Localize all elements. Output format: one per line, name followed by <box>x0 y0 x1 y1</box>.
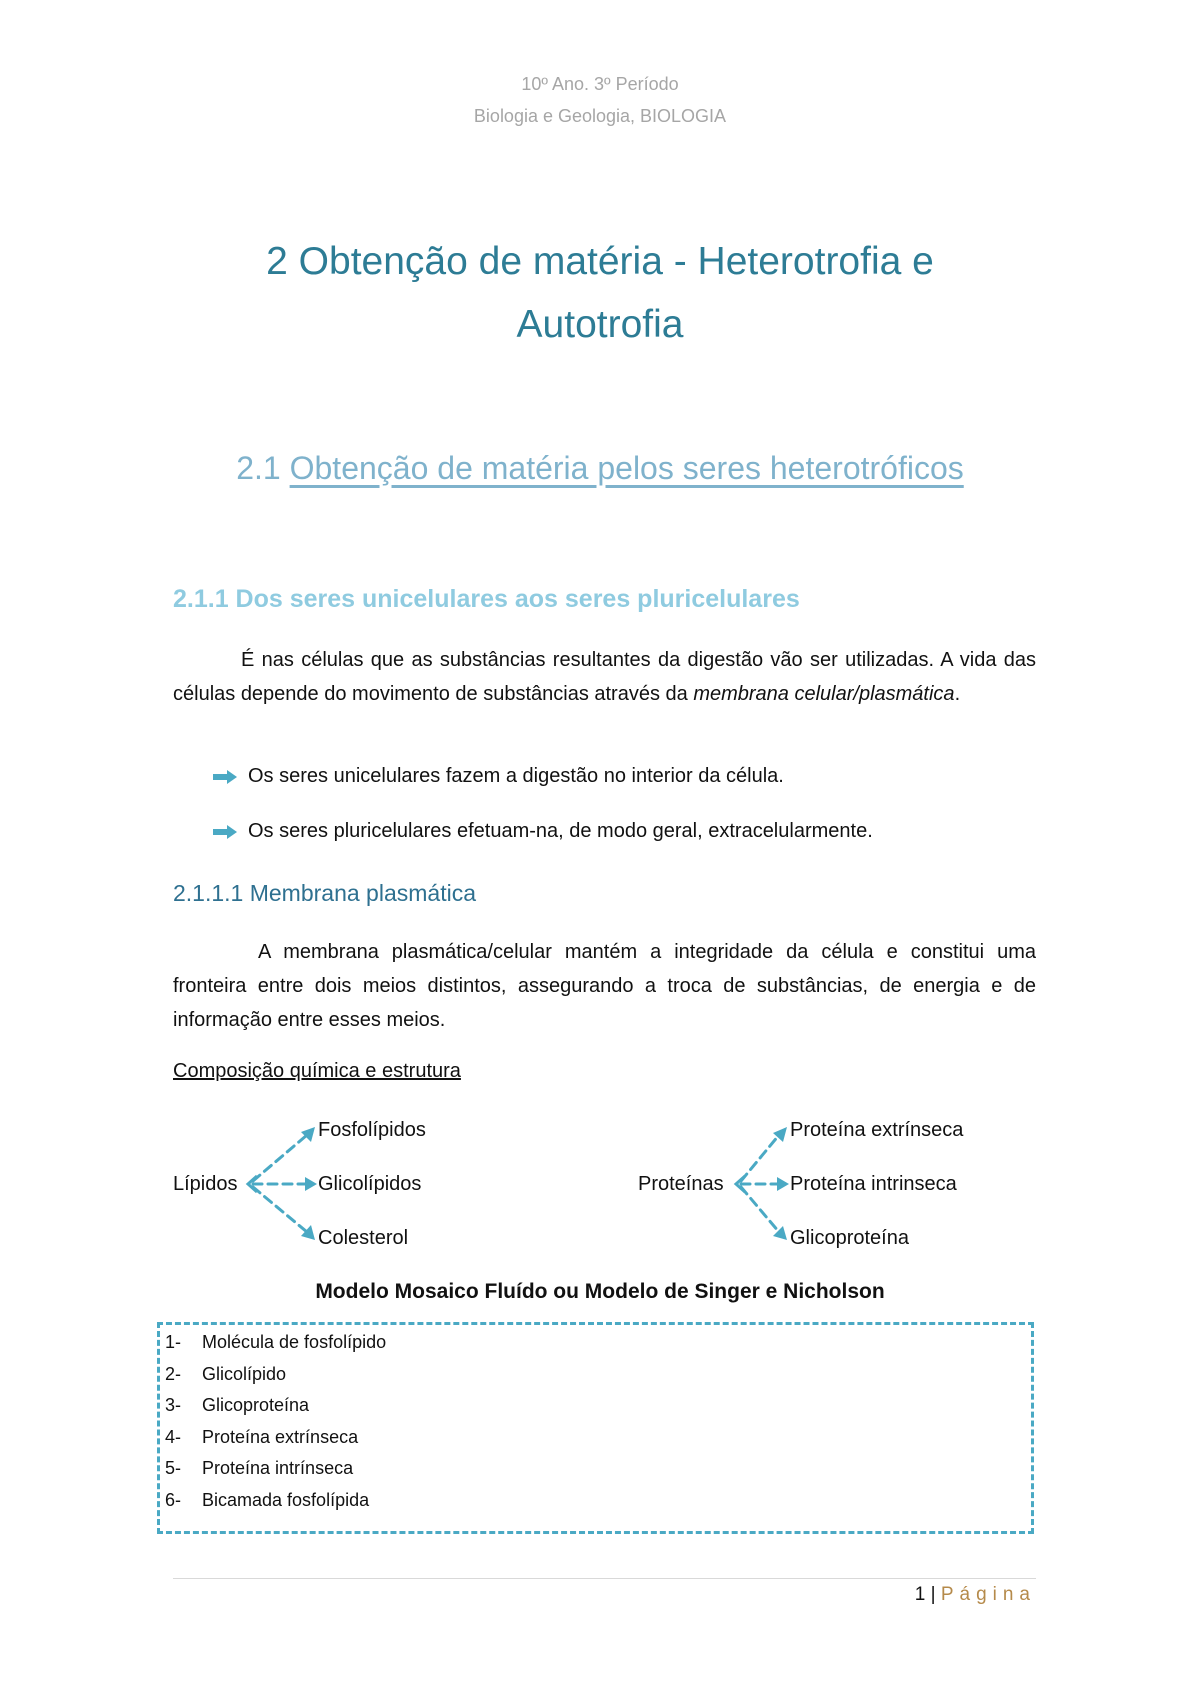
bullet-text: Os seres pluricelulares efetuam-na, de modo geral, extracelularmente. <box>248 820 873 842</box>
header-period: 10º Ano. 3º Período <box>521 74 679 94</box>
lipids-arrows <box>245 1120 320 1240</box>
list-item-number: 3- <box>165 1395 182 1415</box>
intro-emphasis: membrana celular/plasmática <box>693 683 955 705</box>
page-number: 1 <box>914 1584 926 1605</box>
list-item <box>165 1490 386 1522</box>
footer-divider <box>173 1578 1036 1579</box>
list-item <box>165 1332 386 1364</box>
proteins-child-intrinsic: Proteína intrinseca <box>790 1173 957 1195</box>
page-word: Página <box>940 1584 1036 1605</box>
list-item-label: Glicolípido <box>202 1363 287 1384</box>
model-title: Modelo Mosaico Fluído ou Modelo de Singer e Nicholson <box>315 1280 885 1303</box>
list-item-number: 6- <box>165 1489 182 1510</box>
list-item-number: 1- <box>165 1332 182 1352</box>
lipids-root: Lípidos <box>173 1173 238 1195</box>
intro-paragraph <box>173 643 1036 711</box>
subsubsection-heading: 2.1.1.1 Membrana plasmática <box>173 880 476 906</box>
list-item <box>165 1395 386 1427</box>
model-legend-list <box>165 1332 386 1521</box>
intro-text: É nas células que as substâncias resultantes da digestão vão ser utilizadas. A vida das células depende do movimento de substâncias através da <box>173 649 1036 705</box>
list-item <box>165 1458 386 1490</box>
page-title-line1: 2 Obtenção de matéria - Heterotrofia e <box>266 240 934 283</box>
arrow-right-icon <box>212 769 238 785</box>
arrow-to-phospholipids <box>253 1135 307 1181</box>
arrow-to-cholesterol <box>253 1187 307 1232</box>
membrane-paragraph: A membrana plasmática/celular mantém a integridade da célula e constitui uma fronteira entre dois meios distintos, assegurando a troca de substâncias, de energia e de informação entre esses meios. <box>173 941 1036 1031</box>
section-number: 2.1 <box>236 450 281 486</box>
lipids-child-glycolipids: Glicolípidos <box>318 1173 422 1195</box>
list-item-number: 4- <box>165 1426 182 1447</box>
list-item-label: Proteína extrínseca <box>202 1426 359 1447</box>
arrow-to-glycoprotein <box>741 1187 779 1232</box>
arrowhead-icon <box>777 1177 789 1191</box>
proteins-child-extrinsic: Proteína extrínseca <box>790 1119 964 1141</box>
list-item <box>165 1427 386 1459</box>
composition-title: Composição química e estrutura <box>173 1060 461 1082</box>
list-item-label: Bicamada fosfolípida <box>202 1489 370 1510</box>
bullet-item <box>212 820 873 843</box>
header-subject: Biologia e Geologia, BIOLOGIA <box>473 106 727 126</box>
section-title: Obtenção de matéria pelos seres heterotróficos <box>289 450 964 486</box>
arrow-to-extrinsic <box>741 1135 779 1181</box>
list-item-number: 5- <box>165 1458 182 1478</box>
intro-end: . <box>954 683 961 705</box>
list-item-label: Proteína intrínseca <box>202 1458 354 1478</box>
section-heading <box>0 450 1200 487</box>
proteins-root: Proteínas <box>638 1173 724 1195</box>
arrowhead-icon <box>305 1177 317 1191</box>
proteins-arrows <box>733 1120 791 1240</box>
list-item-label: Glicoproteína <box>202 1395 310 1415</box>
proteins-child-glycoprotein: Glicoproteína <box>790 1227 909 1249</box>
page-title-line2: Autotrofia <box>516 303 684 346</box>
footer-separator: | <box>925 1584 941 1605</box>
subsection-heading: 2.1.1 Dos seres unicelulares aos seres pluricelulares <box>173 585 800 613</box>
list-item <box>165 1364 386 1396</box>
arrow-right-icon <box>212 824 238 840</box>
list-item-number: 2- <box>165 1363 182 1384</box>
bullet-text: Os seres unicelulares fazem a digestão no interior da célula. <box>248 765 784 787</box>
list-item-label: Molécula de fosfolípido <box>202 1332 387 1352</box>
bullet-item <box>212 765 784 788</box>
lipids-child-cholesterol: Colesterol <box>318 1227 409 1249</box>
lipids-child-phospholipids: Fosfolípidos <box>318 1119 426 1141</box>
page-footer <box>915 1584 1036 1606</box>
